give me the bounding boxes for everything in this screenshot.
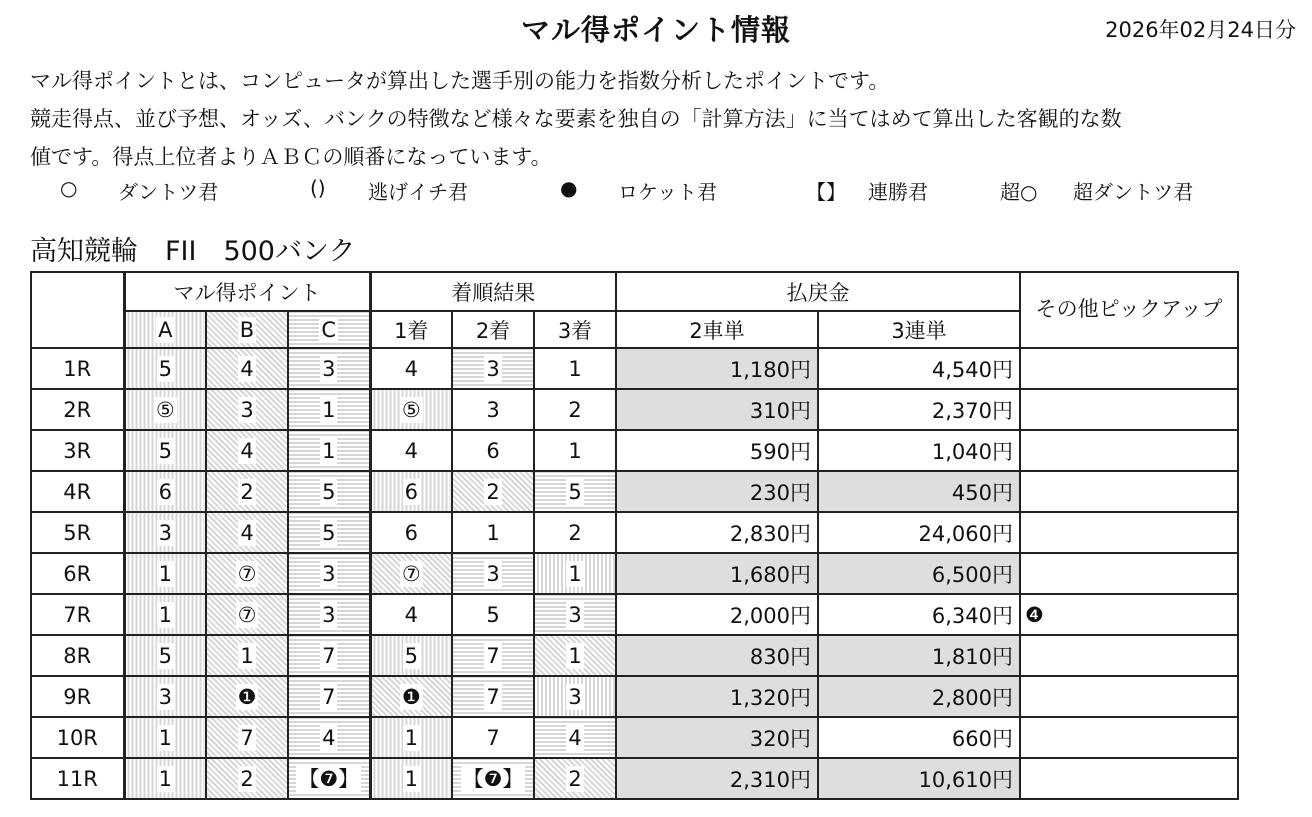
- col-b-header: B: [206, 311, 288, 348]
- point-a-cell: [124, 635, 206, 676]
- result-third-cell: 2: [534, 512, 616, 553]
- description: [30, 62, 1295, 176]
- point-a-cell: [124, 553, 206, 594]
- trifecta-payout-cell: 2,800円: [818, 676, 1020, 717]
- pickup-cell: [1020, 389, 1238, 430]
- legend-label-renshou: 連勝君: [868, 180, 928, 204]
- legend-label-super-dantotsu: 超ダントツ君: [1073, 180, 1194, 204]
- result-first-cell: [370, 758, 452, 799]
- result-first-cell: [370, 635, 452, 676]
- result-second-cell: [452, 471, 534, 512]
- table-row: [31, 471, 1238, 512]
- pickup-cell: [1020, 471, 1238, 512]
- col-exacta-header: 2車単: [616, 311, 818, 348]
- point-a-cell: [124, 512, 206, 553]
- cell-value: 1: [158, 766, 172, 791]
- cell-value: ⑤: [401, 397, 421, 422]
- point-a-cell: [124, 471, 206, 512]
- point-b-cell: [206, 512, 288, 553]
- cell-value: 【❼】: [462, 766, 524, 791]
- cell-value: 4: [240, 356, 254, 381]
- pickup-cell: [1020, 758, 1238, 799]
- cell-value: ⑦: [237, 561, 257, 586]
- legend-symbol-bracket: 【】: [806, 180, 846, 204]
- point-c-cell: [288, 430, 370, 471]
- result-second-cell: [452, 758, 534, 799]
- cell-value: 4: [568, 725, 582, 750]
- cell-value: 1: [158, 725, 172, 750]
- trifecta-payout-cell: 6,500円: [818, 553, 1020, 594]
- cell-value: 3: [568, 602, 582, 627]
- cell-value: 1: [568, 561, 582, 586]
- cell-value: ⑦: [237, 602, 257, 627]
- cell-value: 1: [158, 561, 172, 586]
- cell-value: ⑤: [155, 397, 175, 422]
- cell-value: 7: [240, 725, 254, 750]
- race-cell: 5R: [31, 512, 124, 553]
- cell-value: 1: [158, 602, 172, 627]
- exacta-payout-cell: 320円: [616, 717, 818, 758]
- result-first-cell: 4: [370, 594, 452, 635]
- cell-value: 3: [486, 356, 500, 381]
- cell-value: ❶: [401, 684, 421, 709]
- cell-value: 3: [486, 561, 500, 586]
- cell-value: 5: [568, 479, 582, 504]
- cell-value: 2: [240, 766, 254, 791]
- legend-label-dantotsu: ダントツ君: [118, 180, 219, 204]
- table-row: [31, 676, 1238, 717]
- point-a-cell: [124, 430, 206, 471]
- legend-symbol-circle: ○: [60, 176, 78, 200]
- exacta-payout-cell: 2,310円: [616, 758, 818, 799]
- table-row: [31, 512, 1238, 553]
- cell-value: 4: [322, 725, 336, 750]
- point-b-cell: [206, 430, 288, 471]
- col-a-header: A: [124, 311, 206, 348]
- result-second-cell: 3: [452, 389, 534, 430]
- table-row: [31, 717, 1238, 758]
- col-trifecta-header: 3連単: [818, 311, 1020, 348]
- result-third-cell: 1: [534, 348, 616, 389]
- cell-value: 6: [404, 479, 418, 504]
- cell-value: 5: [158, 356, 172, 381]
- cell-value: 3: [322, 356, 336, 381]
- cell-value: 1: [240, 643, 254, 668]
- result-second-cell: 5: [452, 594, 534, 635]
- point-b-cell: [206, 389, 288, 430]
- result-first-cell: [370, 389, 452, 430]
- race-cell: 3R: [31, 430, 124, 471]
- trifecta-payout-cell: 10,610円: [818, 758, 1020, 799]
- venue-title: 高知競輪 FII 500バンク: [30, 236, 356, 267]
- point-a-cell: [124, 348, 206, 389]
- result-third-cell: [534, 717, 616, 758]
- result-second-cell: [452, 348, 534, 389]
- cell-value: 3: [322, 602, 336, 627]
- cell-value: 【❼】: [298, 766, 360, 791]
- trifecta-payout-cell: 1,040円: [818, 430, 1020, 471]
- result-third-cell: 1: [534, 430, 616, 471]
- result-third-cell: [534, 553, 616, 594]
- cell-value: 6: [158, 479, 172, 504]
- table-row: [31, 594, 1238, 635]
- point-a-cell: [124, 676, 206, 717]
- legend: [0, 176, 1312, 204]
- results-header: 着順結果: [370, 272, 616, 311]
- result-second-cell: [452, 676, 534, 717]
- race-cell: 10R: [31, 717, 124, 758]
- cell-value: 3: [568, 684, 582, 709]
- legend-symbol-dot: ●: [560, 176, 578, 200]
- race-cell: 7R: [31, 594, 124, 635]
- point-c-cell: [288, 389, 370, 430]
- point-b-cell: [206, 717, 288, 758]
- cell-value: 1: [322, 397, 336, 422]
- table-row: [31, 758, 1238, 799]
- cell-value: 5: [322, 520, 336, 545]
- cell-value: 3: [322, 561, 336, 586]
- cell-value: 3: [240, 397, 254, 422]
- result-second-cell: 1: [452, 512, 534, 553]
- result-third-cell: [534, 471, 616, 512]
- col-second-header: 2着: [452, 311, 534, 348]
- point-a-cell: [124, 717, 206, 758]
- cell-value: 1: [404, 766, 418, 791]
- date-label: 2026年02月24日分: [1105, 18, 1296, 42]
- cell-value: 4: [240, 438, 254, 463]
- description-line: 競走得点、並び予想、オッズ、バンクの特徴など様々な要素を独自の「計算方法」に当てはめて算出した客観的な数: [30, 107, 1122, 131]
- cell-value: ❶: [237, 684, 257, 709]
- exacta-payout-cell: 2,830円: [616, 512, 818, 553]
- point-a-cell: [124, 389, 206, 430]
- result-third-cell: [534, 758, 616, 799]
- point-c-cell: [288, 676, 370, 717]
- pickup-cell: [1020, 430, 1238, 471]
- col-first-header: 1着: [370, 311, 452, 348]
- point-c-cell: [288, 471, 370, 512]
- point-b-cell: [206, 553, 288, 594]
- trifecta-payout-cell: 24,060円: [818, 512, 1020, 553]
- cell-value: 2: [486, 479, 500, 504]
- point-c-cell: [288, 512, 370, 553]
- exacta-payout-cell: 230円: [616, 471, 818, 512]
- cell-value: 2: [568, 766, 582, 791]
- point-b-cell: [206, 758, 288, 799]
- result-first-cell: [370, 471, 452, 512]
- result-first-cell: 4: [370, 430, 452, 471]
- col-third-header: 3着: [534, 311, 616, 348]
- point-c-cell: [288, 758, 370, 799]
- result-second-cell: [452, 635, 534, 676]
- points-header: マル得ポイント: [124, 272, 370, 311]
- point-c-cell: [288, 717, 370, 758]
- trifecta-payout-cell: 1,810円: [818, 635, 1020, 676]
- cell-value: 4: [240, 520, 254, 545]
- point-b-cell: [206, 676, 288, 717]
- exacta-payout-cell: 310円: [616, 389, 818, 430]
- exacta-payout-cell: 590円: [616, 430, 818, 471]
- result-third-cell: [534, 635, 616, 676]
- cell-value: 7: [486, 684, 500, 709]
- cell-value: 3: [158, 684, 172, 709]
- pickup-cell: ❹: [1020, 594, 1238, 635]
- cell-value: 2: [240, 479, 254, 504]
- cell-value: 5: [404, 643, 418, 668]
- result-first-cell: 6: [370, 512, 452, 553]
- description-line: マル得ポイントとは、コンピュータが算出した選手別の能力を指数分析したポイントです。: [30, 69, 890, 93]
- table-row: [31, 553, 1238, 594]
- point-c-cell: [288, 635, 370, 676]
- race-cell: 2R: [31, 389, 124, 430]
- cell-value: 3: [158, 520, 172, 545]
- race-cell: 6R: [31, 553, 124, 594]
- pickup-cell: [1020, 676, 1238, 717]
- trifecta-payout-cell: 660円: [818, 717, 1020, 758]
- col-c-header: C: [288, 311, 370, 348]
- point-b-cell: [206, 635, 288, 676]
- pickup-cell: [1020, 512, 1238, 553]
- pickup-cell: [1020, 635, 1238, 676]
- cell-value: 1: [322, 438, 336, 463]
- cell-value: 1: [568, 643, 582, 668]
- point-a-cell: [124, 594, 206, 635]
- legend-symbol-super-circle: 超○: [1000, 180, 1038, 204]
- legend-symbol-paren: (): [310, 176, 326, 200]
- exacta-payout-cell: 830円: [616, 635, 818, 676]
- legend-label-rocket: ロケット君: [618, 180, 717, 204]
- result-first-cell: [370, 717, 452, 758]
- race-cell: 4R: [31, 471, 124, 512]
- result-third-cell: 2: [534, 389, 616, 430]
- cell-value: 5: [158, 643, 172, 668]
- race-cell: 9R: [31, 676, 124, 717]
- result-second-cell: 7: [452, 717, 534, 758]
- page-title: マル得ポイント情報: [520, 13, 791, 47]
- point-a-cell: [124, 758, 206, 799]
- race-cell: 11R: [31, 758, 124, 799]
- payout-header: 払戻金: [616, 272, 1020, 311]
- point-b-cell: [206, 471, 288, 512]
- cell-value: ⑦: [401, 561, 421, 586]
- race-header-blank: [31, 272, 124, 348]
- result-first-cell: 4: [370, 348, 452, 389]
- result-second-cell: [452, 553, 534, 594]
- table-row: [31, 635, 1238, 676]
- point-b-cell: [206, 594, 288, 635]
- exacta-payout-cell: 1,180円: [616, 348, 818, 389]
- table-row: [31, 430, 1238, 471]
- cell-value: 5: [322, 479, 336, 504]
- exacta-payout-cell: 2,000円: [616, 594, 818, 635]
- result-third-cell: [534, 594, 616, 635]
- trifecta-payout-cell: 2,370円: [818, 389, 1020, 430]
- description-line: 値です。得点上位者よりＡＢＣの順番になっています。: [30, 145, 552, 169]
- point-c-cell: [288, 348, 370, 389]
- point-c-cell: [288, 594, 370, 635]
- cell-value: 7: [322, 643, 336, 668]
- cell-value: 1: [404, 725, 418, 750]
- pickup-cell: [1020, 717, 1238, 758]
- exacta-payout-cell: 1,680円: [616, 553, 818, 594]
- result-second-cell: 6: [452, 430, 534, 471]
- pickup-cell: [1020, 553, 1238, 594]
- result-third-cell: [534, 676, 616, 717]
- point-b-cell: [206, 348, 288, 389]
- trifecta-payout-cell: 6,340円: [818, 594, 1020, 635]
- race-cell: 8R: [31, 635, 124, 676]
- table-row: [31, 389, 1238, 430]
- table-row: [31, 348, 1238, 389]
- results-table: [30, 271, 1239, 800]
- legend-label-nigeichi: 逃げイチ君: [368, 180, 468, 204]
- exacta-payout-cell: 1,320円: [616, 676, 818, 717]
- trifecta-payout-cell: 450円: [818, 471, 1020, 512]
- pickup-header: その他ピックアップ: [1020, 272, 1238, 348]
- point-c-cell: [288, 553, 370, 594]
- result-first-cell: [370, 676, 452, 717]
- cell-value: 7: [322, 684, 336, 709]
- result-first-cell: [370, 553, 452, 594]
- cell-value: 5: [158, 438, 172, 463]
- pickup-cell: [1020, 348, 1238, 389]
- cell-value: 7: [486, 643, 500, 668]
- race-cell: 1R: [31, 348, 124, 389]
- trifecta-payout-cell: 4,540円: [818, 348, 1020, 389]
